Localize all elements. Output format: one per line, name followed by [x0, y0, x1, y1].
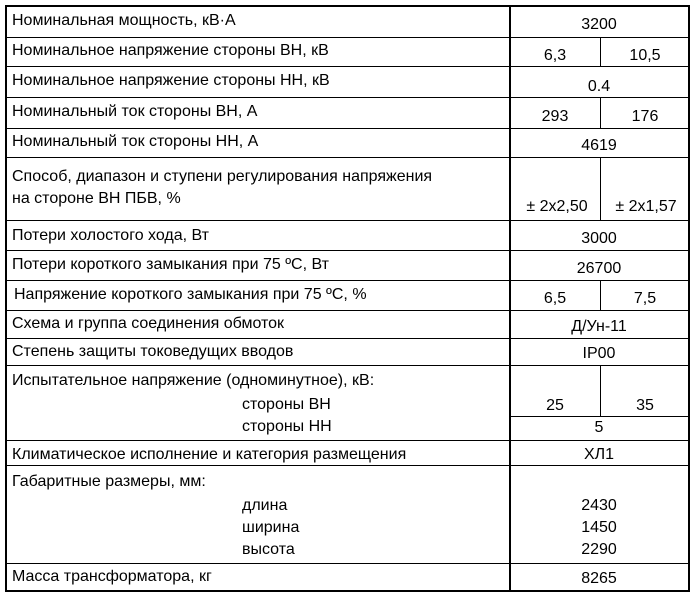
label-winding-connection: Схема и группа соединения обмоток	[12, 315, 285, 332]
label-short-circuit-voltage: Напряжение короткого замыкания при 75 ºС, %	[14, 286, 367, 303]
sub-column-divider	[600, 365, 601, 416]
value-protection-degree: IP00	[582, 345, 616, 362]
value-rated-current-hv-a: 293	[541, 108, 569, 125]
label-test-voltage-lv: стороны НН	[242, 418, 332, 435]
value-rated-current-hv-b: 176	[631, 108, 659, 125]
sub-row-divider	[510, 416, 690, 417]
label-test-voltage: Испытательное напряжение (одноминутное), кВ:	[12, 372, 375, 389]
value-rated-voltage-hv-a: 6,3	[543, 47, 567, 64]
sub-column-divider	[600, 157, 601, 220]
label-dimensions-length: длина	[242, 497, 288, 514]
row-divider	[5, 465, 690, 466]
label-rated-power: Номинальная мощность, кВ·А	[12, 12, 236, 29]
value-dimensions-width: 1450	[581, 519, 617, 536]
value-regulation-b: ± 2х1,57	[615, 198, 677, 215]
label-regulation-line1: Способ, диапазон и ступени регулирования напряжения	[12, 168, 433, 185]
row-divider	[5, 66, 690, 67]
value-short-circuit-voltage-b: 7,5	[633, 290, 657, 307]
label-dimensions-width: ширина	[242, 519, 300, 536]
label-transformer-mass: Масса трансформатора, кг	[12, 568, 212, 585]
sub-column-divider	[600, 97, 601, 128]
label-rated-current-hv: Номинальный ток стороны ВН, А	[12, 103, 258, 120]
label-rated-current-lv: Номинальный ток стороны НН, А	[12, 133, 259, 150]
value-test-voltage-hv-a: 25	[546, 397, 564, 414]
table-border-left	[5, 5, 7, 592]
label-regulation-line2: на стороне ВН ПБВ, %	[12, 190, 181, 207]
value-rated-power: 3200	[581, 16, 617, 33]
value-rated-current-lv: 4619	[581, 137, 617, 154]
table-border-bottom	[5, 590, 690, 592]
label-no-load-losses: Потери холостого хода, Вт	[12, 227, 209, 244]
value-rated-voltage-hv-b: 10,5	[629, 47, 661, 64]
label-climatic-category: Климатическое исполнение и категория размещения	[12, 446, 407, 463]
value-dimensions-height: 2290	[581, 541, 617, 558]
label-short-circuit-losses: Потери короткого замыкания при 75 ºС, Вт	[12, 256, 329, 273]
sub-column-divider	[600, 280, 601, 310]
value-rated-voltage-lv: 0.4	[587, 78, 611, 95]
value-winding-connection: Д/Ун-11	[571, 318, 627, 335]
value-short-circuit-voltage-a: 6,5	[543, 290, 567, 307]
row-divider	[5, 338, 690, 339]
row-divider	[5, 280, 690, 281]
label-test-voltage-hv: стороны ВН	[242, 396, 331, 413]
row-divider	[5, 128, 690, 129]
row-divider	[5, 157, 690, 158]
value-no-load-losses: 3000	[581, 230, 617, 247]
label-dimensions-height: высота	[242, 541, 295, 558]
value-regulation-a: ± 2х2,50	[526, 198, 588, 215]
label-protection-degree: Степень защиты токоведущих вводов	[12, 343, 294, 360]
value-test-voltage-hv-b: 35	[636, 397, 654, 414]
row-divider	[5, 37, 690, 38]
column-divider	[509, 5, 511, 592]
row-divider	[5, 220, 690, 221]
value-climatic-category: ХЛ1	[583, 446, 615, 463]
label-rated-voltage-hv: Номинальное напряжение стороны ВН, кВ	[12, 42, 329, 59]
row-divider	[5, 310, 690, 311]
label-rated-voltage-lv: Номинальное напряжение стороны НН, кВ	[12, 72, 330, 89]
value-dimensions-length: 2430	[581, 497, 617, 514]
row-divider	[5, 250, 690, 251]
table-border-top	[5, 5, 690, 7]
value-transformer-mass: 8265	[581, 570, 617, 587]
table-border-right	[688, 5, 690, 592]
value-short-circuit-losses: 26700	[576, 260, 622, 277]
row-divider	[5, 563, 690, 564]
row-divider	[5, 440, 690, 441]
label-dimensions: Габаритные размеры, мм:	[12, 473, 206, 490]
value-test-voltage-lv: 5	[594, 419, 604, 436]
row-divider	[5, 97, 690, 98]
row-divider	[5, 365, 690, 366]
sub-column-divider	[600, 37, 601, 66]
